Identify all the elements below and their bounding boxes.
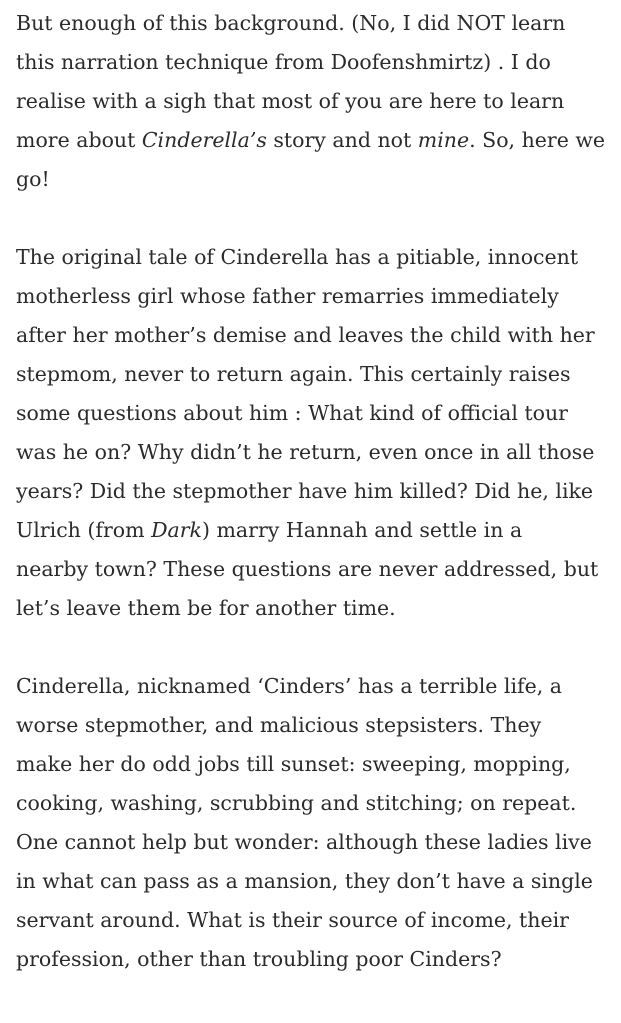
text-run: story and not [266, 128, 418, 152]
text-run: go! [16, 167, 50, 191]
paragraph [16, 667, 616, 979]
text-line [16, 745, 616, 784]
italic-text: Dark [151, 518, 202, 542]
text-run: stepmom, never to return again. This certainly raises [16, 362, 571, 386]
text-run: ) marry Hannah and settle in a [201, 518, 523, 542]
text-run: let’s leave them be for another time. [16, 596, 396, 620]
text-line [16, 160, 616, 199]
text-line [16, 316, 616, 355]
text-line [16, 706, 616, 745]
text-line [16, 43, 616, 82]
text-run: One cannot help but wonder: although these ladies live [16, 830, 592, 854]
text-run: cooking, washing, scrubbing and stitching; on repeat. [16, 791, 577, 815]
text-run: realise with a sigh that most of you are here to learn [16, 89, 565, 113]
text-run: Cinderella, nicknamed ‘Cinders’ has a terrible life, a [16, 674, 563, 698]
text-run: The original tale of Cinderella has a pitiable, innocent [16, 245, 579, 269]
text-run: some questions about him : What kind of official tour [16, 401, 568, 425]
text-run: But enough of this background. (No, I did NOT learn [16, 11, 566, 35]
text-run: was he on? Why didn’t he return, even once in all those [16, 440, 595, 464]
text-run: worse stepmother, and malicious stepsisters. They [16, 713, 542, 737]
text-run: in what can pass as a mansion, they don’t have a single [16, 869, 593, 893]
text-line [16, 511, 616, 550]
text-line [16, 394, 616, 433]
text-run: servant around. What is their source of income, their [16, 908, 569, 932]
text-run: profession, other than troubling poor Cinders? [16, 947, 502, 971]
text-line [16, 589, 616, 628]
text-line [16, 940, 616, 979]
text-run: Ulrich (from [16, 518, 152, 542]
text-run: motherless girl whose father remarries immediately [16, 284, 559, 308]
text-line [16, 901, 616, 940]
italic-text: mine [417, 128, 470, 152]
italic-text: Cinderella’s [141, 128, 267, 152]
text-line [16, 355, 616, 394]
paragraph [16, 4, 616, 199]
text-line [16, 277, 616, 316]
text-line [16, 121, 616, 160]
text-run: years? Did the stepmother have him killed? Did he, like [16, 479, 594, 503]
text-run: after her mother’s demise and leaves the child with her [16, 323, 595, 347]
text-line [16, 433, 616, 472]
text-run: make her do odd jobs till sunset: sweeping, mopping, [16, 752, 571, 776]
text-line [16, 4, 616, 43]
text-line [16, 784, 616, 823]
text-run: nearby town? These questions are never addressed, but [16, 557, 599, 581]
article-body [16, 4, 616, 979]
text-run: this narration technique from Doofenshmirtz) . I do [16, 50, 551, 74]
text-run: more about [16, 128, 142, 152]
text-line [16, 472, 616, 511]
text-line [16, 550, 616, 589]
text-line [16, 82, 616, 121]
paragraph-gap [16, 628, 616, 667]
text-line [16, 667, 616, 706]
text-run: . So, here we [469, 128, 606, 152]
paragraph [16, 238, 616, 628]
paragraph-gap [16, 199, 616, 238]
text-line [16, 238, 616, 277]
text-line [16, 823, 616, 862]
text-line [16, 862, 616, 901]
